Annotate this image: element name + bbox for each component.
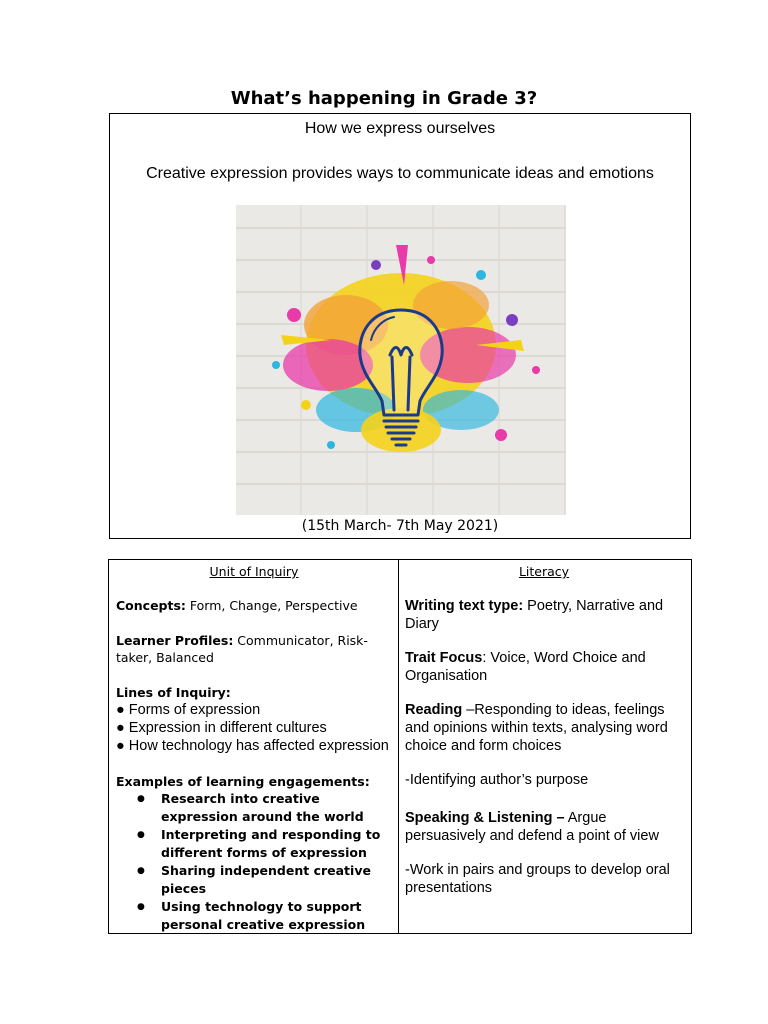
column-heading: Unit of Inquiry (209, 564, 299, 579)
unit-of-inquiry-column (109, 560, 399, 933)
writing-label: Writing text type: (405, 598, 524, 614)
concepts (116, 597, 392, 614)
reading (405, 701, 683, 755)
speaking-extra: -Work in pairs and groups to develop oral presentations (405, 862, 670, 896)
list-item: ● Using technology to support personal creative expression (161, 898, 392, 934)
page-title: What’s happening in Grade 3? (230, 88, 538, 109)
list-item: ● How technology has affected expression (116, 738, 389, 754)
list-item: ● Sharing independent creative pieces (161, 862, 392, 898)
list-item: ● Expression in different cultures (116, 720, 327, 736)
examples-label: Examples of learning engagements: (116, 774, 370, 789)
writing-value: Poetry, Narrative and Diary (405, 598, 664, 632)
list-item: ● Forms of expression (116, 702, 261, 718)
speaking-value: Argue persuasively and defend a point of view (405, 810, 659, 844)
profiles-label: Learner Profiles: (116, 633, 234, 648)
profiles-value: Communicator, Risk-taker, Balanced (116, 633, 368, 665)
concepts-label: Concepts: (116, 598, 186, 613)
speaking-listening (405, 809, 683, 845)
lines-of-inquiry-list (116, 701, 392, 755)
curriculum-table (108, 559, 692, 934)
reading-label: Reading (405, 702, 463, 718)
reading-value: –Responding to ideas, feelings and opinions within texts, analysing word choice and form choices (405, 702, 668, 754)
concepts-value: Form, Change, Perspective (185, 598, 358, 613)
unit-dates: (15th March- 7th May 2021) (301, 518, 499, 534)
learner-profiles (116, 632, 392, 666)
trait-focus (405, 649, 683, 685)
lightbulb-illustration (236, 205, 566, 515)
central-idea: Creative expression provides ways to communicate ideas and emotions (146, 165, 654, 182)
lines-of-inquiry-label: Lines of Inquiry: (116, 685, 231, 700)
list-item: ● Research into creative expression around the world (161, 790, 392, 826)
trait-label: Trait Focus (405, 650, 483, 666)
unit-header-box (109, 113, 691, 539)
learning-engagements-list (116, 790, 392, 934)
speaking-label: Speaking & Listening – (405, 810, 565, 826)
literacy-column (399, 560, 691, 933)
writing-text-type (405, 597, 683, 633)
list-item: ● Interpreting and responding to different forms of expression (161, 826, 392, 862)
reading-extra: -Identifying author’s purpose (405, 772, 589, 788)
column-heading: Literacy (518, 564, 570, 579)
unit-theme: How we express ourselves (304, 120, 496, 137)
trait-value: : Voice, Word Choice and Organisation (405, 650, 646, 684)
